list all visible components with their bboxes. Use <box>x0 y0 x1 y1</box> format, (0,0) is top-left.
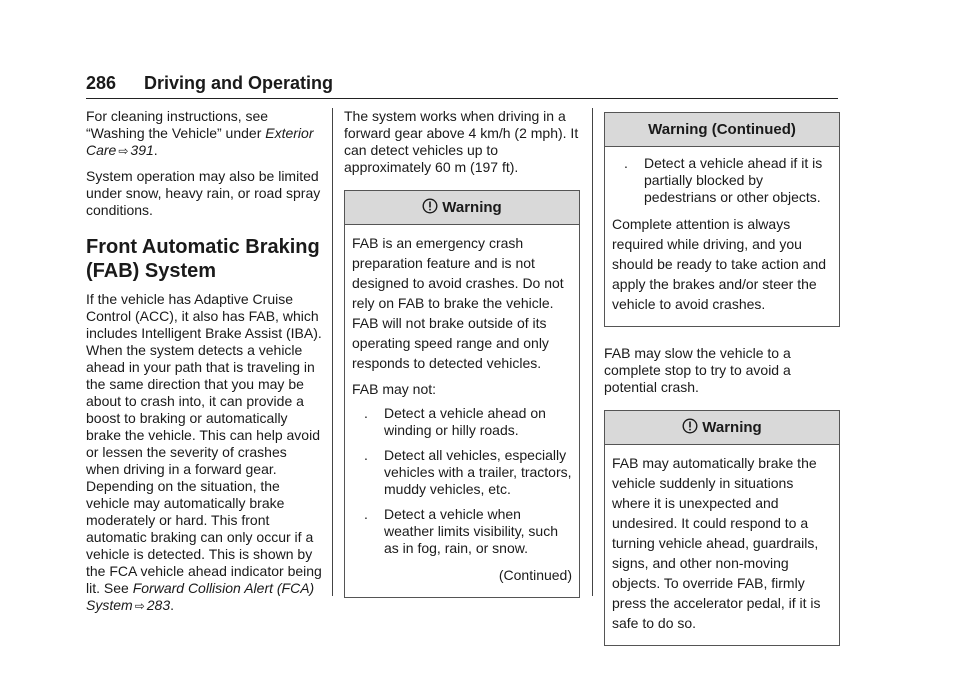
column-left <box>86 108 322 623</box>
column-middle <box>344 108 580 598</box>
page-number: 286 <box>86 73 117 93</box>
exterior-care-link[interactable]: Exterior Care <box>86 125 314 158</box>
limitations-paragraph: System operation may also be limited under snow, heavy rain, or road spray conditions. <box>86 168 321 218</box>
warning-bullet-list <box>612 155 832 206</box>
fab-description: If the vehicle has Adaptive Cruise Control (ACC), it also has FAB, which includes Intelligent Brake Assist (IBA). When the system detects a vehicle ahead in your path that is traveling in the same direction that you may be about to crash into, it can provide a boost to braking or automatically brake the vehicle. This can help avoid or lessen the severity of crashes when driving in a forward gear. Depending on the situation, the vehicle may automatically brake moderately or hard. This front automatic braking can only occur if a vehicle is detected. This is shown by the FCA vehicle ahead indicator being lit. See Forward Collision Alert (FCA) System ⇨ 283. <box>86 291 322 613</box>
warning-icon <box>422 193 438 226</box>
fca-system-link[interactable]: Forward Collision Alert (FCA) System <box>86 580 315 613</box>
list-item: . Detect a vehicle when weather limits visibility, such as in fog, rain, or snow. <box>364 506 559 556</box>
column-right <box>604 108 840 646</box>
section-title: Driving and Operating <box>144 73 334 93</box>
warning-box <box>344 190 580 598</box>
warning-body <box>605 147 839 326</box>
list-item: . Detect all vehicles, especially vehicles with a trailer, tractors, muddy vehicles, etc. <box>364 447 572 497</box>
warning-icon <box>682 413 698 446</box>
warning-header <box>605 411 839 445</box>
warning-title: Warning <box>442 199 502 216</box>
warning-title: Warning <box>702 419 762 436</box>
page-ref-arrow-icon: ⇨ <box>118 144 129 158</box>
fab-heading: Front Automatic Braking (FAB) System <box>86 236 320 282</box>
page-ref-arrow-icon: ⇨ <box>134 599 145 613</box>
continued-label: (Continued) <box>498 567 572 583</box>
warning-paragraph: FAB may not: <box>352 381 437 397</box>
operating-speed-paragraph: The system works when driving in a forward gear above 4 km/h (2 mph). It can detect vehicles up to approximately 60 m (197 ft). <box>344 108 579 175</box>
page-ref-283[interactable]: 283 <box>146 597 171 613</box>
column-divider <box>332 108 333 596</box>
fab-stop-paragraph: FAB may slow the vehicle to a complete stop to try to avoid a potential crash. <box>604 345 791 395</box>
warning-paragraph: FAB may automatically brake the vehicle suddenly in situations where it is unexpected and undesired. It could respond to a turning vehicle ahead, guardrails, signs, and other non-moving objects. To override FAB, firmly press the accelerator pedal, if it is safe to do so. <box>612 455 821 631</box>
cleaning-paragraph: For cleaning instructions, see “Washing the Vehicle” under Exterior Care ⇨ 391. <box>86 108 314 158</box>
warning-header <box>345 191 579 225</box>
warning-paragraph: Complete attention is always required while driving, and you should be ready to take action and apply the brakes and/or steer the vehicle to avoid crashes. <box>612 216 827 312</box>
warning-body <box>345 225 579 597</box>
warning-box-2 <box>604 410 840 646</box>
page-header <box>86 70 838 99</box>
list-item: . Detect a vehicle ahead if it is partially blocked by pedestrians or other objects. <box>624 155 823 205</box>
column-divider <box>592 108 593 596</box>
warning-bullet-list <box>352 405 572 557</box>
warning-continued-box <box>604 112 840 327</box>
warning-paragraph: FAB is an emergency crash preparation feature and is not designed to avoid crashes. Do not rely on FAB to brake the vehicle. FAB will not brake outside of its operating speed range and only responds to detected vehicles. <box>352 235 564 371</box>
warning-body <box>605 445 839 645</box>
page-ref-391[interactable]: 391 <box>130 142 154 158</box>
list-item: . Detect a vehicle ahead on winding or hilly roads. <box>364 405 546 438</box>
warning-header: Warning (Continued) <box>605 113 839 147</box>
